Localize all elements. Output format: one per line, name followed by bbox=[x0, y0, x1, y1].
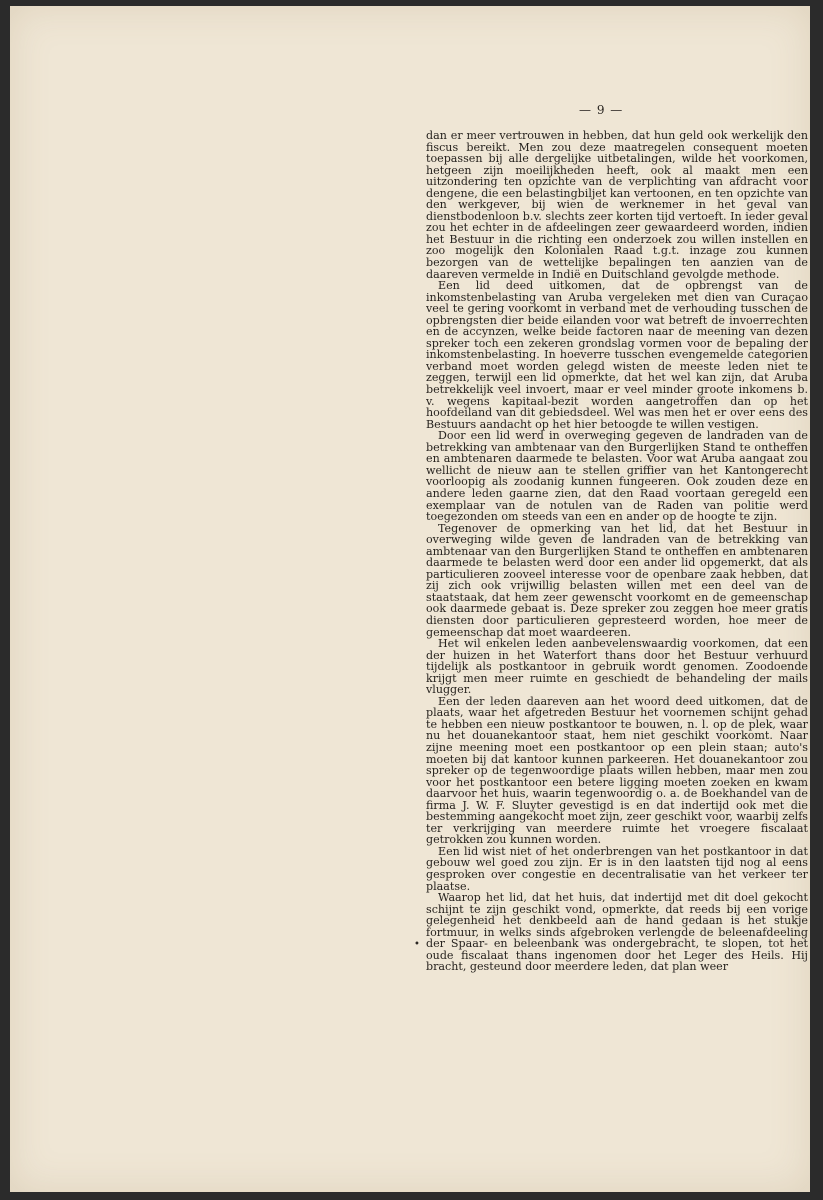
paragraph-4: Tegenover de opmerking van het lid, dat het Bestuur in overweging wilde geven de landraden van de betrekking van ambtenaar van den Burgerlijken Stand te ontheffen en ambtenaren daarmede te belasten werd door een ander lid opgemerkt, dat als particulieren zooveel interesse voor de openbare zaak hebben, dat zij zich ook vrijwillig belasten willen met een deel van de staatstaak, dat hem zeer gewenscht voorkomt en de gemeenschap ook daarmede gebaat is. Deze spreker zou zeggen hoe meer gratis diensten door particulieren gepresteerd worden, hoe meer de gemeenschap dat moet waardeeren. bbox=[426, 521, 808, 639]
paragraph-1: dan er meer vertrouwen in hebben, dat hun geld ook werkelijk den fiscus bereikt. Men zou deze maatregelen consequent moeten toepassen bij alle dergelijke uitbetalingen, wilde het voorkomen, hetgeen zijn moeilijkheden heeft, ook al maakt men een uitzondering ten opzichte van de verplichting van afdracht voor dengene, die een belastingbiljet kan vertoonen, en ten opzichte van den werkgever, bij wien de werknemer in het geval van dienstbodenloon b.v. slechts zeer korten tijd vertoeft. In ieder geval zou het echter in de afdeelingen zeer gewaardeerd worden, indien het Bestuur in die richting een onderzoek zou willen instellen en zoo mogelijk den Kolonialen Raad t.g.t. inzage zou kunnen bezorgen van de wettelijke bepalingen ten aanzien van de daareven vermelde in Indië en Duitschland gevolgde methode. bbox=[426, 130, 808, 281]
text-column bbox=[426, 130, 808, 1080]
paragraph-7: Een lid wist niet of het onderbrengen van het postkantoor in dat gebouw wel goed zou zijn. Er is in den laatsten tijd nog al eens gesproken over congestie en decentralisatie van het verkeer ter plaatse. bbox=[426, 844, 808, 893]
page-number: — 9 — bbox=[579, 103, 624, 117]
margin-mark: • bbox=[414, 939, 420, 950]
paragraph-5: Het wil enkelen leden aanbevelenswaardig voorkomen, dat een der huizen in het Waterfort thans door het Bestuur verhuurd tijdelijk als postkantoor in gebruik wordt genomen. Zoodoende krijgt men meer ruimte en geschiedt de behandeling der mails vlugger. bbox=[426, 637, 808, 697]
paragraph-2: Een lid deed uitkomen, dat de opbrengst van de inkomstenbelasting van Aruba vergeleken met dien van Curaçao veel te gering voorkomt in verband met de verhouding tusschen de opbrengsten dier beide eilanden voor wat betreft de invoerrechten en de accynzen, welke beide factoren naar de meening van dezen spreker toch een zekeren grondslag vormen voor de bepaling der inkomstenbelasting. In hoeverre tusschen evengemelde categorien verband moet worden gelegd wisten de meeste leden niet te zeggen, terwijl een lid opmerkte, dat het wel kan zijn, dat Aruba betrekkelijk veel invoert, maar er veel minder groote inkomens b. v. wegens kapitaal-bezit worden aangetroffen dan op het hoofdeiland van dit gebiedsdeel. Wel was men het er over eens des Bestuurs aandacht op het hier betoogde te willen vestigen. bbox=[426, 279, 808, 431]
document-page bbox=[10, 6, 810, 1192]
paragraph-8: Waarop het lid, dat het huis, dat indertijd met dit doel gekocht schijnt te zijn geschikt vond, opmerkte, dat reeds bij een vorige gelegenheid het denkbeeld aan de hand gedaan is het stukje fortmuur, in welks sinds afgebroken verlengde de beleenafdeeling der Spaar- en beleenbank was ondergebracht, te slopen, tot het oude fiscalaat thans ingenomen door het Leger des Heils. Hij bracht, gesteund door meerdere leden, dat plan weer bbox=[426, 891, 808, 974]
paragraph-6: Een der leden daareven aan het woord deed uitkomen, dat de plaats, waar het afgetreden Bestuur het voornemen schijnt gehad te hebben een nieuw postkantoor te bouwen, n. l. op de plek, waar nu het douanekantoor staat, hem niet geschikt voorkomt. Naar zijne meening moet een postkantoor op een plein staan; auto's moeten bij dat kantoor kunnen parkeeren. Het douanekantoor zou spreker op de tegenwoordige plaats willen hebben, maar men zou voor het postkantoor een betere ligging moeten zoeken en kwam daarvoor het huis, waarin tegenwoordig o. a. de Boekhandel van de firma J. W. F. Sluyter gevestigd is en dat indertijd ook met die bestemming aangekocht moet zijn, zeer geschikt voor, waarbij zelfs ter verkrijging van meerdere ruimte het vroegere fiscalaat getrokken zou kunnen worden. bbox=[426, 694, 808, 847]
paragraph-3: Door een lid werd in overweging gegeven de landraden van de betrekking van ambtenaar van den Burgerlijken Stand te ontheffen en ambtenaren daarmede te belasten. Voor wat Aruba aangaat zou wellicht de nieuw aan te stellen griffier van het Kantongerecht voorloopig als zoodanig kunnen fungeeren. Ook zouden deze en andere leden gaarne zien, dat den Raad voortaan geregeld een exemplaar van de notulen van de Raden van politie werd toegezonden om steeds van een en ander op de hoogte te zijn. bbox=[426, 429, 808, 524]
